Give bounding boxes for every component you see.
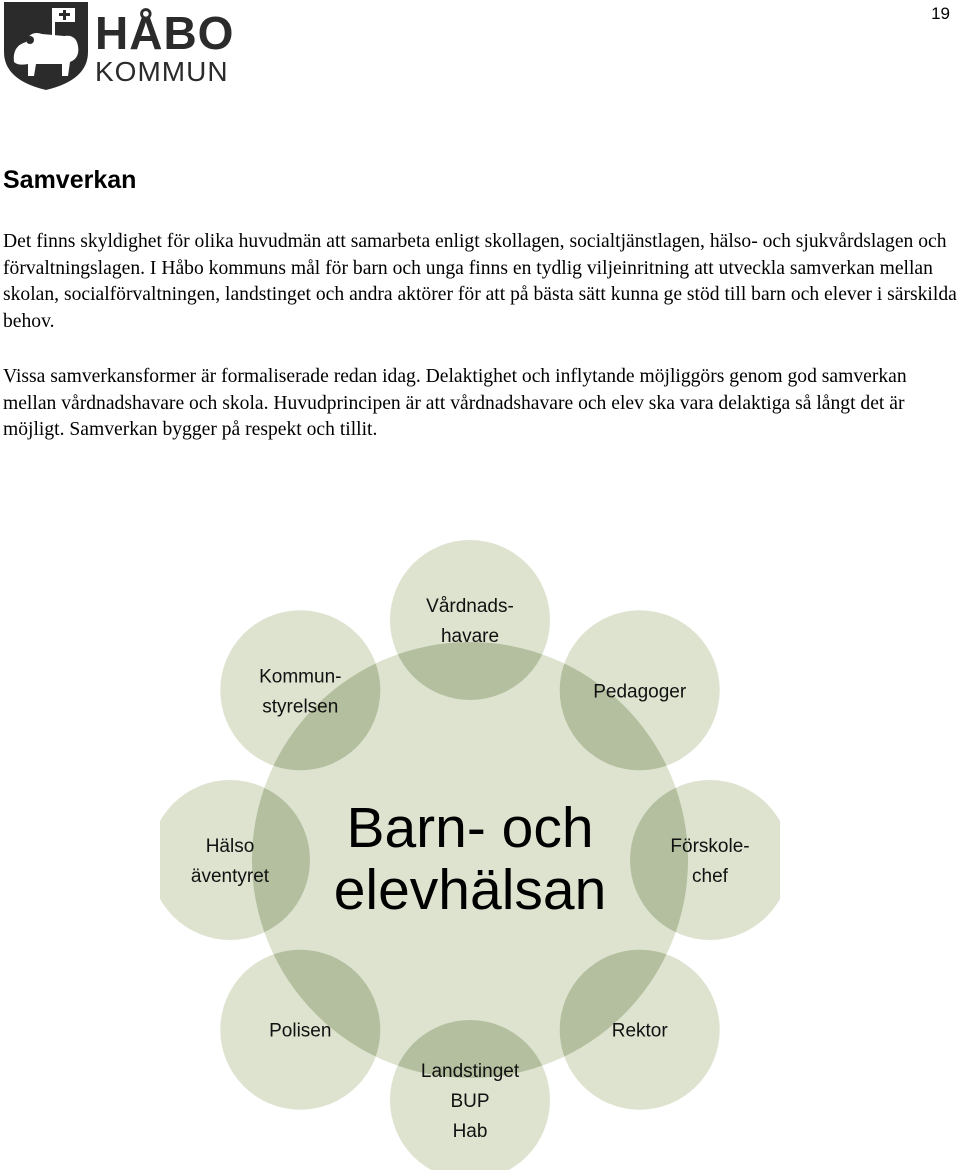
body-paragraph: Vissa samverkansformer är formaliserade redan idag. Delaktighet och inflytande möjliggörs genom god samverkan mellan vårdnadshavare och skola. Huvudprincipen är att vårdnadshavare och elev ska vara delaktiga så långt det är möjligt. Samverkan bygger på respekt och tillit. [3, 366, 907, 440]
page-number: 19 [931, 4, 950, 23]
node-label: Landstinget BUP Hab [420, 1061, 520, 1142]
logo-subtitle: KOMMUN [95, 56, 229, 87]
node-label: Polisen [269, 1020, 332, 1042]
logo-name: HÅBO [95, 7, 235, 59]
node-label: Pedagoger [593, 681, 687, 703]
collaboration-diagram [160, 530, 780, 1170]
habo-kommun-logo [0, 0, 240, 90]
node-label: Rektor [611, 1020, 668, 1042]
node-label: Förskole-chef [670, 836, 750, 887]
node-label: Hälso äventyret [190, 836, 270, 887]
node-label: Vårdnads-havare [426, 596, 514, 647]
collaboration-diagram-graphic [160, 530, 780, 1170]
node-label: Kommun-styrelsen [259, 666, 342, 718]
section-heading: Samverkan [3, 166, 137, 194]
center-label: Barn- och elevhälsan [333, 796, 607, 922]
body-paragraph: Det finns skyldighet för olika huvudmän att samarbeta enligt skollagen, socialtjänstlagen, hälso- och sjukvårdslagen och förvaltningslagen. I Håbo kommuns mål för barn och unga finns en tydlig viljeinritning att utveckla samverkan mellan skolan, socialförvaltningen, landstinget och andra aktörer för att på bästa sätt kunna ge stöd till barn och elever i särskilda behov. [3, 231, 957, 332]
lamb-crest-icon [0, 0, 92, 92]
